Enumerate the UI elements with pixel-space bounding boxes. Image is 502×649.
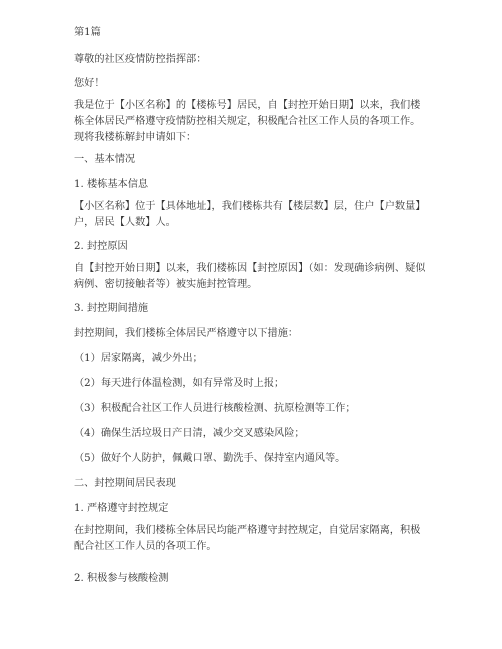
s1-item3-title: 3. 封控期间措施 <box>74 303 149 314</box>
salutation: 尊敬的社区疫情防控指挥部： <box>74 54 207 65</box>
intro-paragraph: 我是位于【小区名称】的【楼栋号】居民，自【封控开始日期】以来，我们楼栋全体居民严格遵守疫情防控相关规定，积极配合社区工作人员的各项工作。现将我楼栋解封申请如下： <box>74 100 421 143</box>
s1-item2-title: 2. 封控原因 <box>74 241 128 252</box>
greeting: 您好！ <box>74 78 105 89</box>
measure-item: （4）确保生活垃圾日产日清，减少交叉感染风险； <box>74 428 305 439</box>
s2-item1-text: 在封控期间，我们楼栋全体居民均能严格遵守封控规定，自觉居家隔离，积极配合社区工作人员的各项工作。 <box>74 525 421 552</box>
s1-item2-text: 自【封控开始日期】以来，我们楼栋因【封控原因】（如：发现确诊病例、疑似病例、密切接触者等）被实施封控管理。 <box>74 263 426 290</box>
s1-item1-title: 1. 楼栋基本信息 <box>74 179 149 190</box>
part-label: 第1篇 <box>74 27 101 38</box>
s1-item1-text: 【小区名称】位于【具体地址】，我们楼栋共有【楼层数】层，住户【户数量】户，居民【人数】人。 <box>74 201 426 228</box>
section-2-title: 二、封控期间居民表现 <box>74 478 176 489</box>
measure-item: （1）居家隔离，减少外出； <box>74 353 203 364</box>
measure-item: （3）积极配合社区工作人员进行核酸检测、抗原检测等工作； <box>74 403 356 414</box>
s2-item2-title: 2. 积极参与核酸检测 <box>74 573 169 584</box>
s2-item1-title: 1. 严格遵守封控规定 <box>74 503 169 514</box>
measure-item: （5）做好个人防护，佩戴口罩、勤洗手、保持室内通风等。 <box>74 453 346 464</box>
s1-item3-text: 封控期间，我们楼栋全体居民严格遵守以下措施： <box>74 328 299 339</box>
section-1-title: 一、基本情况 <box>74 154 136 165</box>
measure-item: （2）每天进行体温检测，如有异常及时上报； <box>74 378 285 389</box>
